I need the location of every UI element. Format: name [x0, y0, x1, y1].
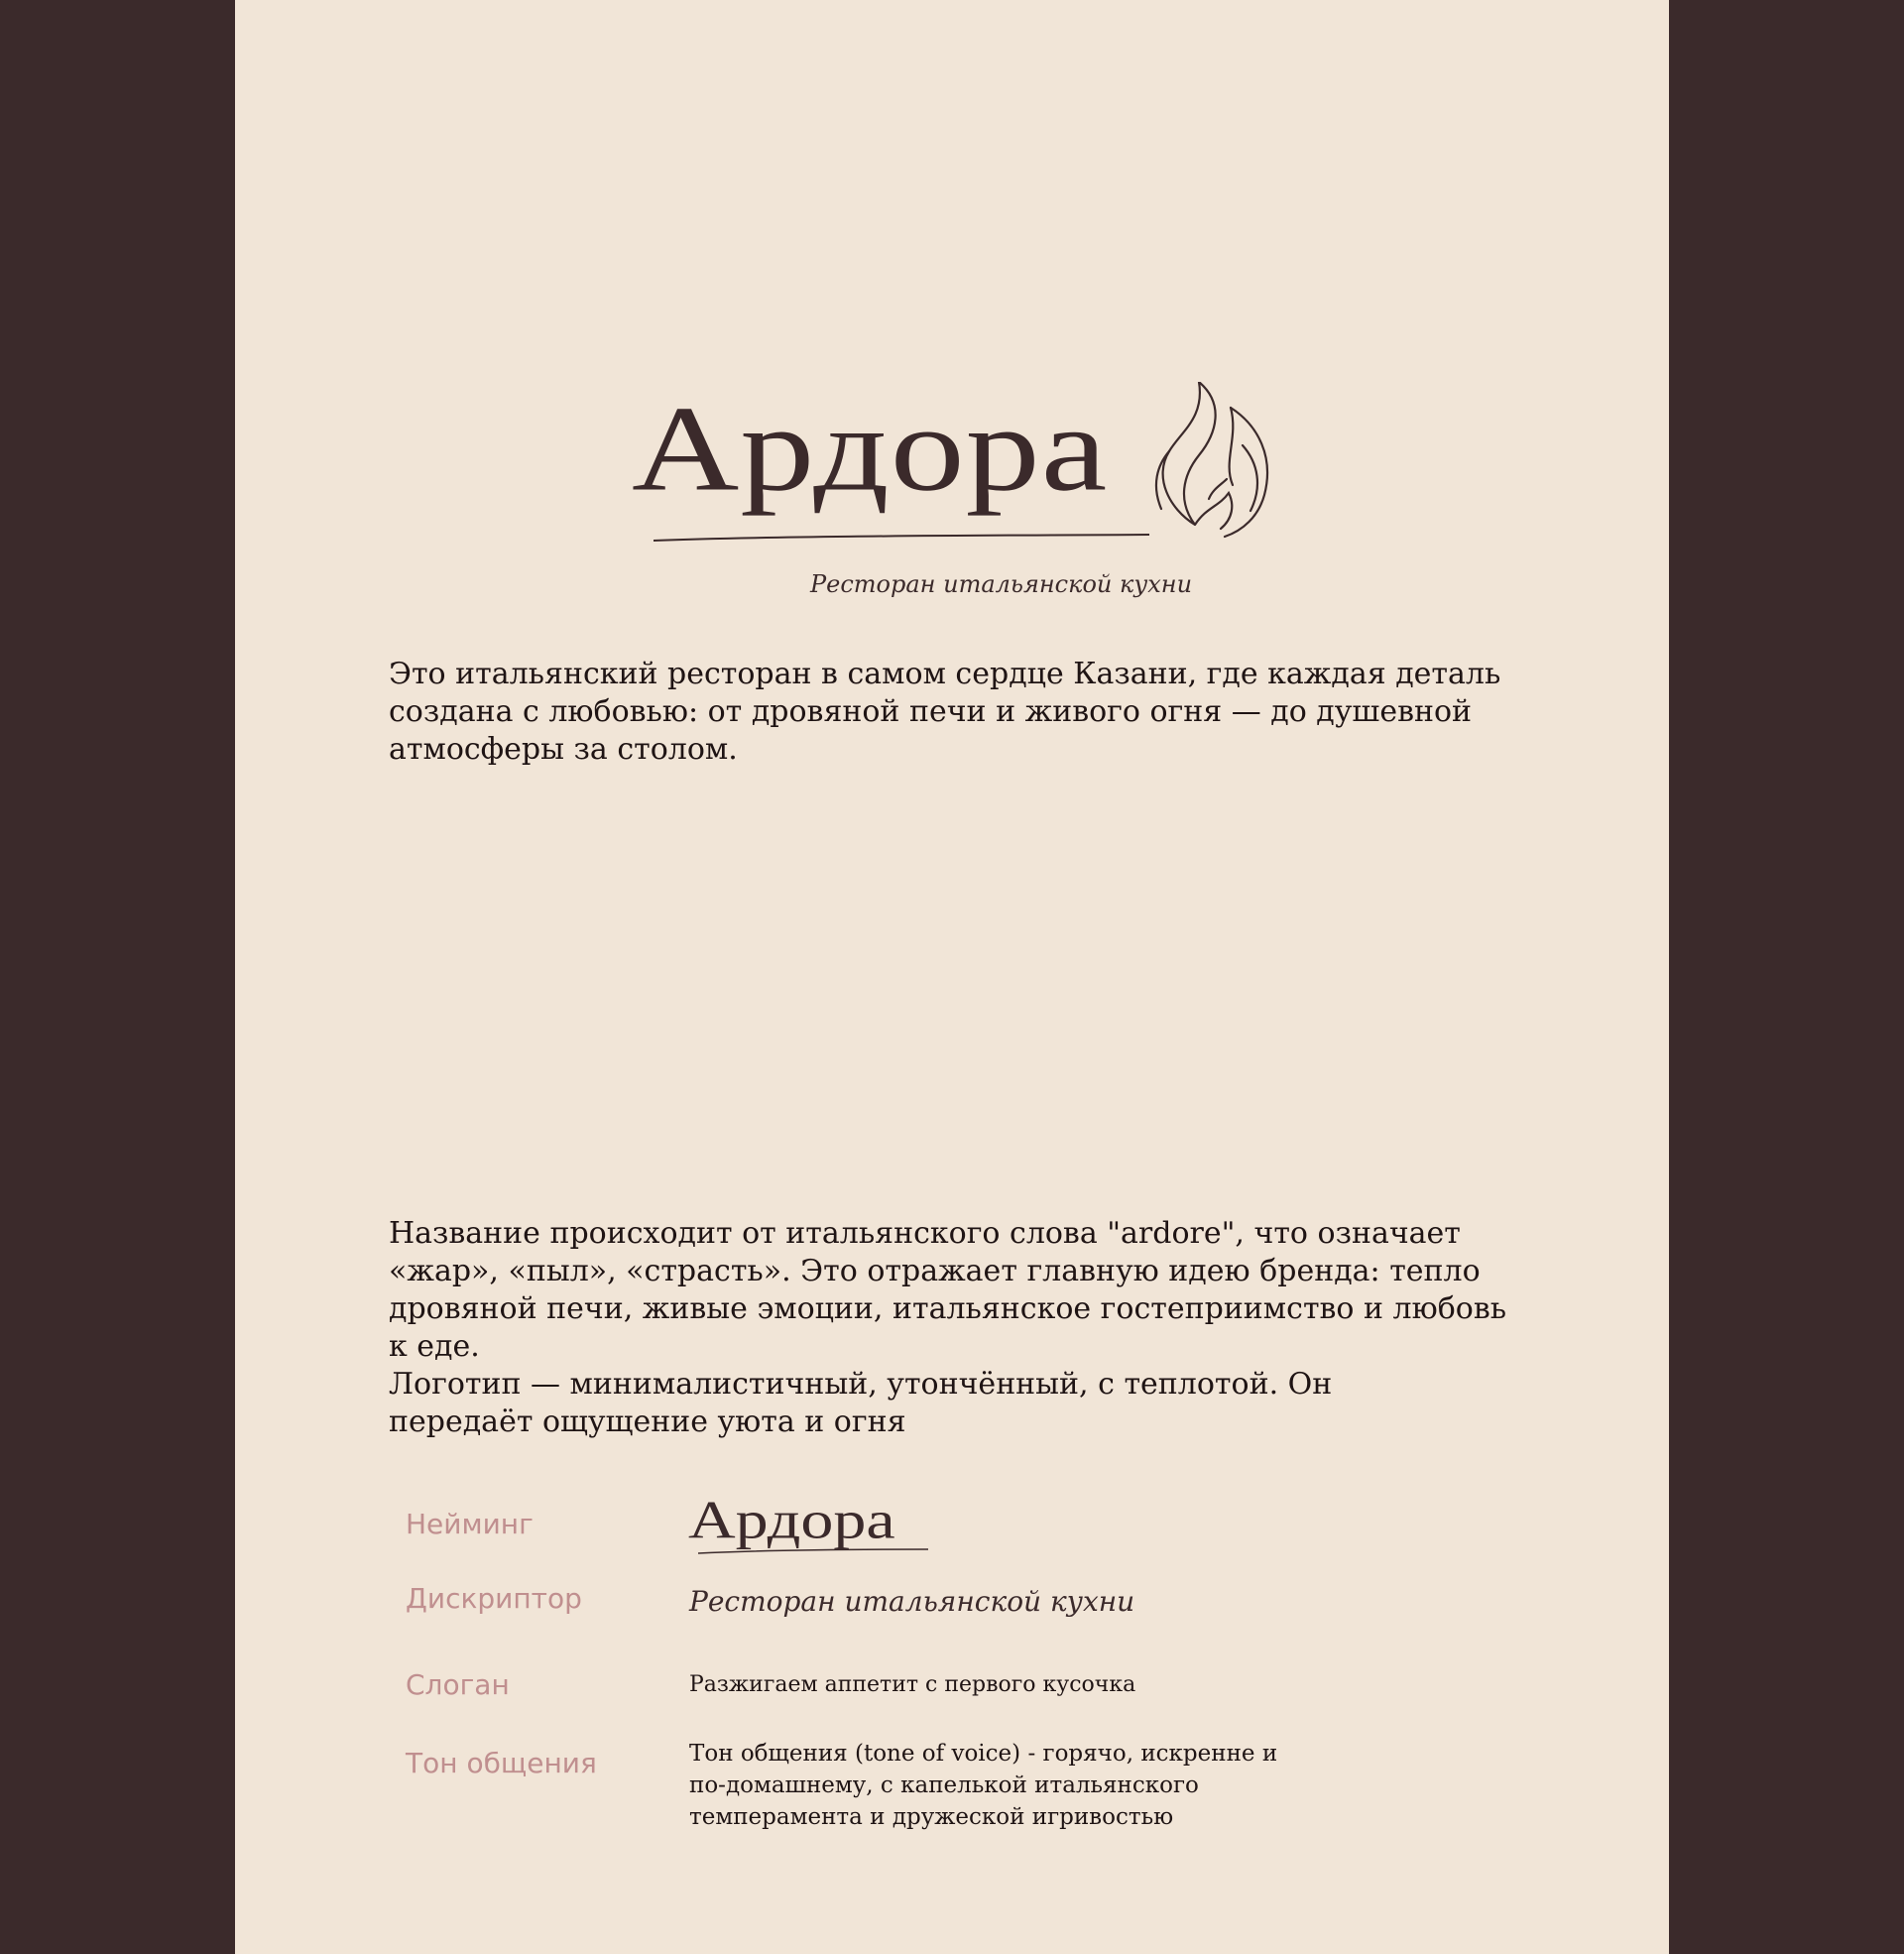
logo-underline	[654, 533, 1149, 545]
flame-icon	[1147, 382, 1281, 541]
small-logo-underline	[698, 1547, 928, 1555]
small-wordmark: Ардора	[688, 1490, 895, 1550]
intro-paragraph: Это итальянский ресторан в самом сердце Казани, где каждая деталь создана с любовью: от дровяной печи и живого огня — до душевной атмосферы за столом.	[389, 657, 1501, 767]
descriptor-value: Ресторан итальянской кухни	[689, 1585, 1135, 1618]
main-logo	[632, 382, 1524, 560]
tone-value: Тон общения (tone of voice) - горячо, искренне и по-домашнему, с капелькой итальянского темперамента и дружеской игривостью	[689, 1741, 1278, 1830]
brand-sheet	[235, 0, 1669, 1954]
slogan-value: Разжигаем аппетит с первого кусочка	[689, 1672, 1136, 1697]
tone-label: Тон общения	[406, 1747, 597, 1779]
logo-wordmark: Ардора	[632, 381, 1109, 517]
logo-descriptor: Ресторан итальянской кухни	[810, 570, 1193, 598]
descriptor-label: Дискриптор	[406, 1582, 582, 1615]
naming-label: Нейминг	[406, 1508, 534, 1540]
logo-description-paragraph: Логотип — минималистичный, утончённый, с теплотой. Он передаёт ощущение уюта и огня	[389, 1367, 1333, 1439]
name-origin-paragraph: Название происходит от итальянского слова "ardore", что означает «жар», «пыл», «страсть». Это отражает главную идею бренда: тепло дровяной печи, живые эмоции, итальянское гостеприимство и любовь к еде.	[389, 1216, 1507, 1364]
slogan-label: Слоган	[406, 1668, 510, 1701]
naming-logo	[688, 1488, 946, 1557]
